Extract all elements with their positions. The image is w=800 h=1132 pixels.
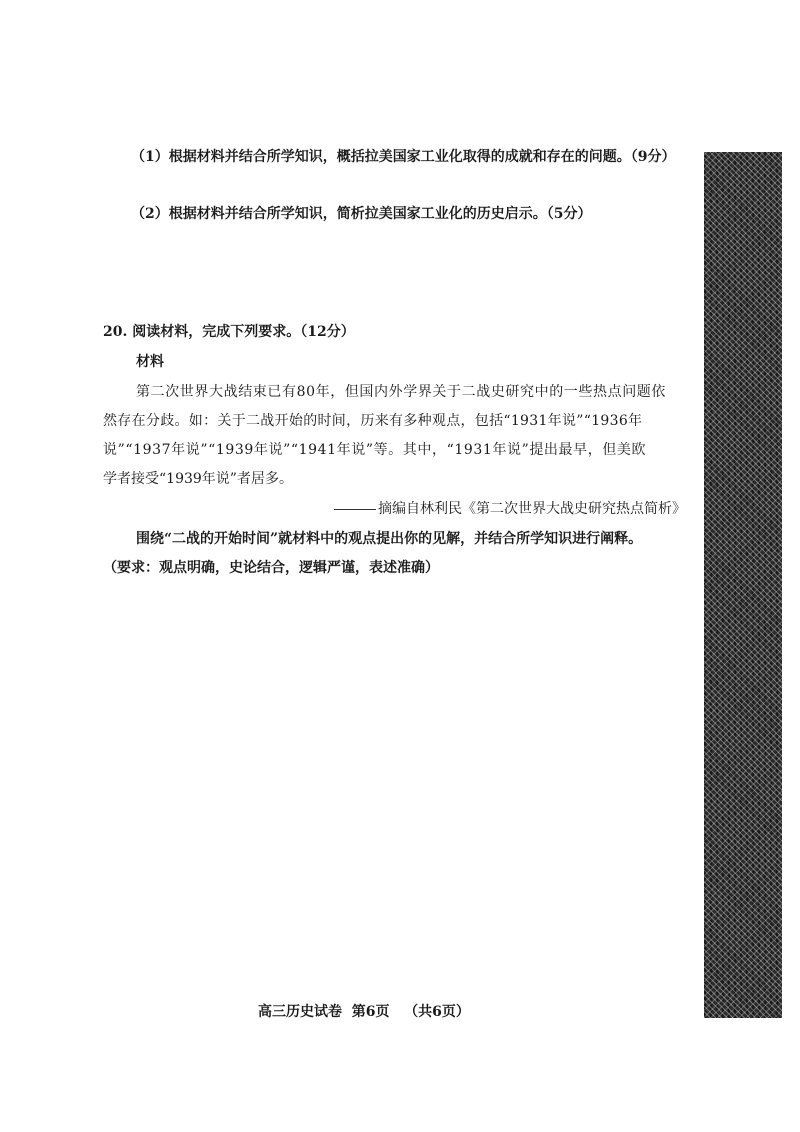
material-line-1: 第二次世界大战结束已有80年，但国内外学界关于二战史研究中的一些热点问题依 [136,384,667,400]
material-line-3: 说”“1937年说”“1939年说”“1941年说”等。其中，“1931年说”提出最早，但美欧 [103,442,647,458]
material-line-2: 然存在分歧。如：关于二战开始的时间，历来有多种观点，包括“1931年说”“1936年 [103,413,643,429]
sub-question-1: （1）根据材料并结合所学知识，概括拉美国家工业化取得的成就和存在的问题。（9分） [131,149,676,165]
instruction-line-1: 围绕“二战的开始时间”就材料中的观点提出你的见解，并结合所学知识进行阐释。 [136,531,643,547]
material-source-text: 摘编自林利民《第二次世界大战史研究热点简析》 [378,501,686,517]
page-footer: 高三历史试卷 第6页 （共6页） [258,1004,470,1020]
material-label: 材料 [136,354,164,370]
instruction-line-2: （要求：观点明确，史论结合，逻辑严谨，表述准确） [103,560,439,576]
material-line-4: 学者接受“1939年说”者居多。 [103,471,293,487]
sub-question-2: （2）根据材料并结合所学知识，简析拉美国家工业化的历史启示。（5分） [131,206,592,222]
binding-strip [704,152,782,1018]
question-20-title: 20. 阅读材料，完成下列要求。（12分） [103,324,355,340]
material-source [334,499,686,519]
source-dash [334,509,376,510]
